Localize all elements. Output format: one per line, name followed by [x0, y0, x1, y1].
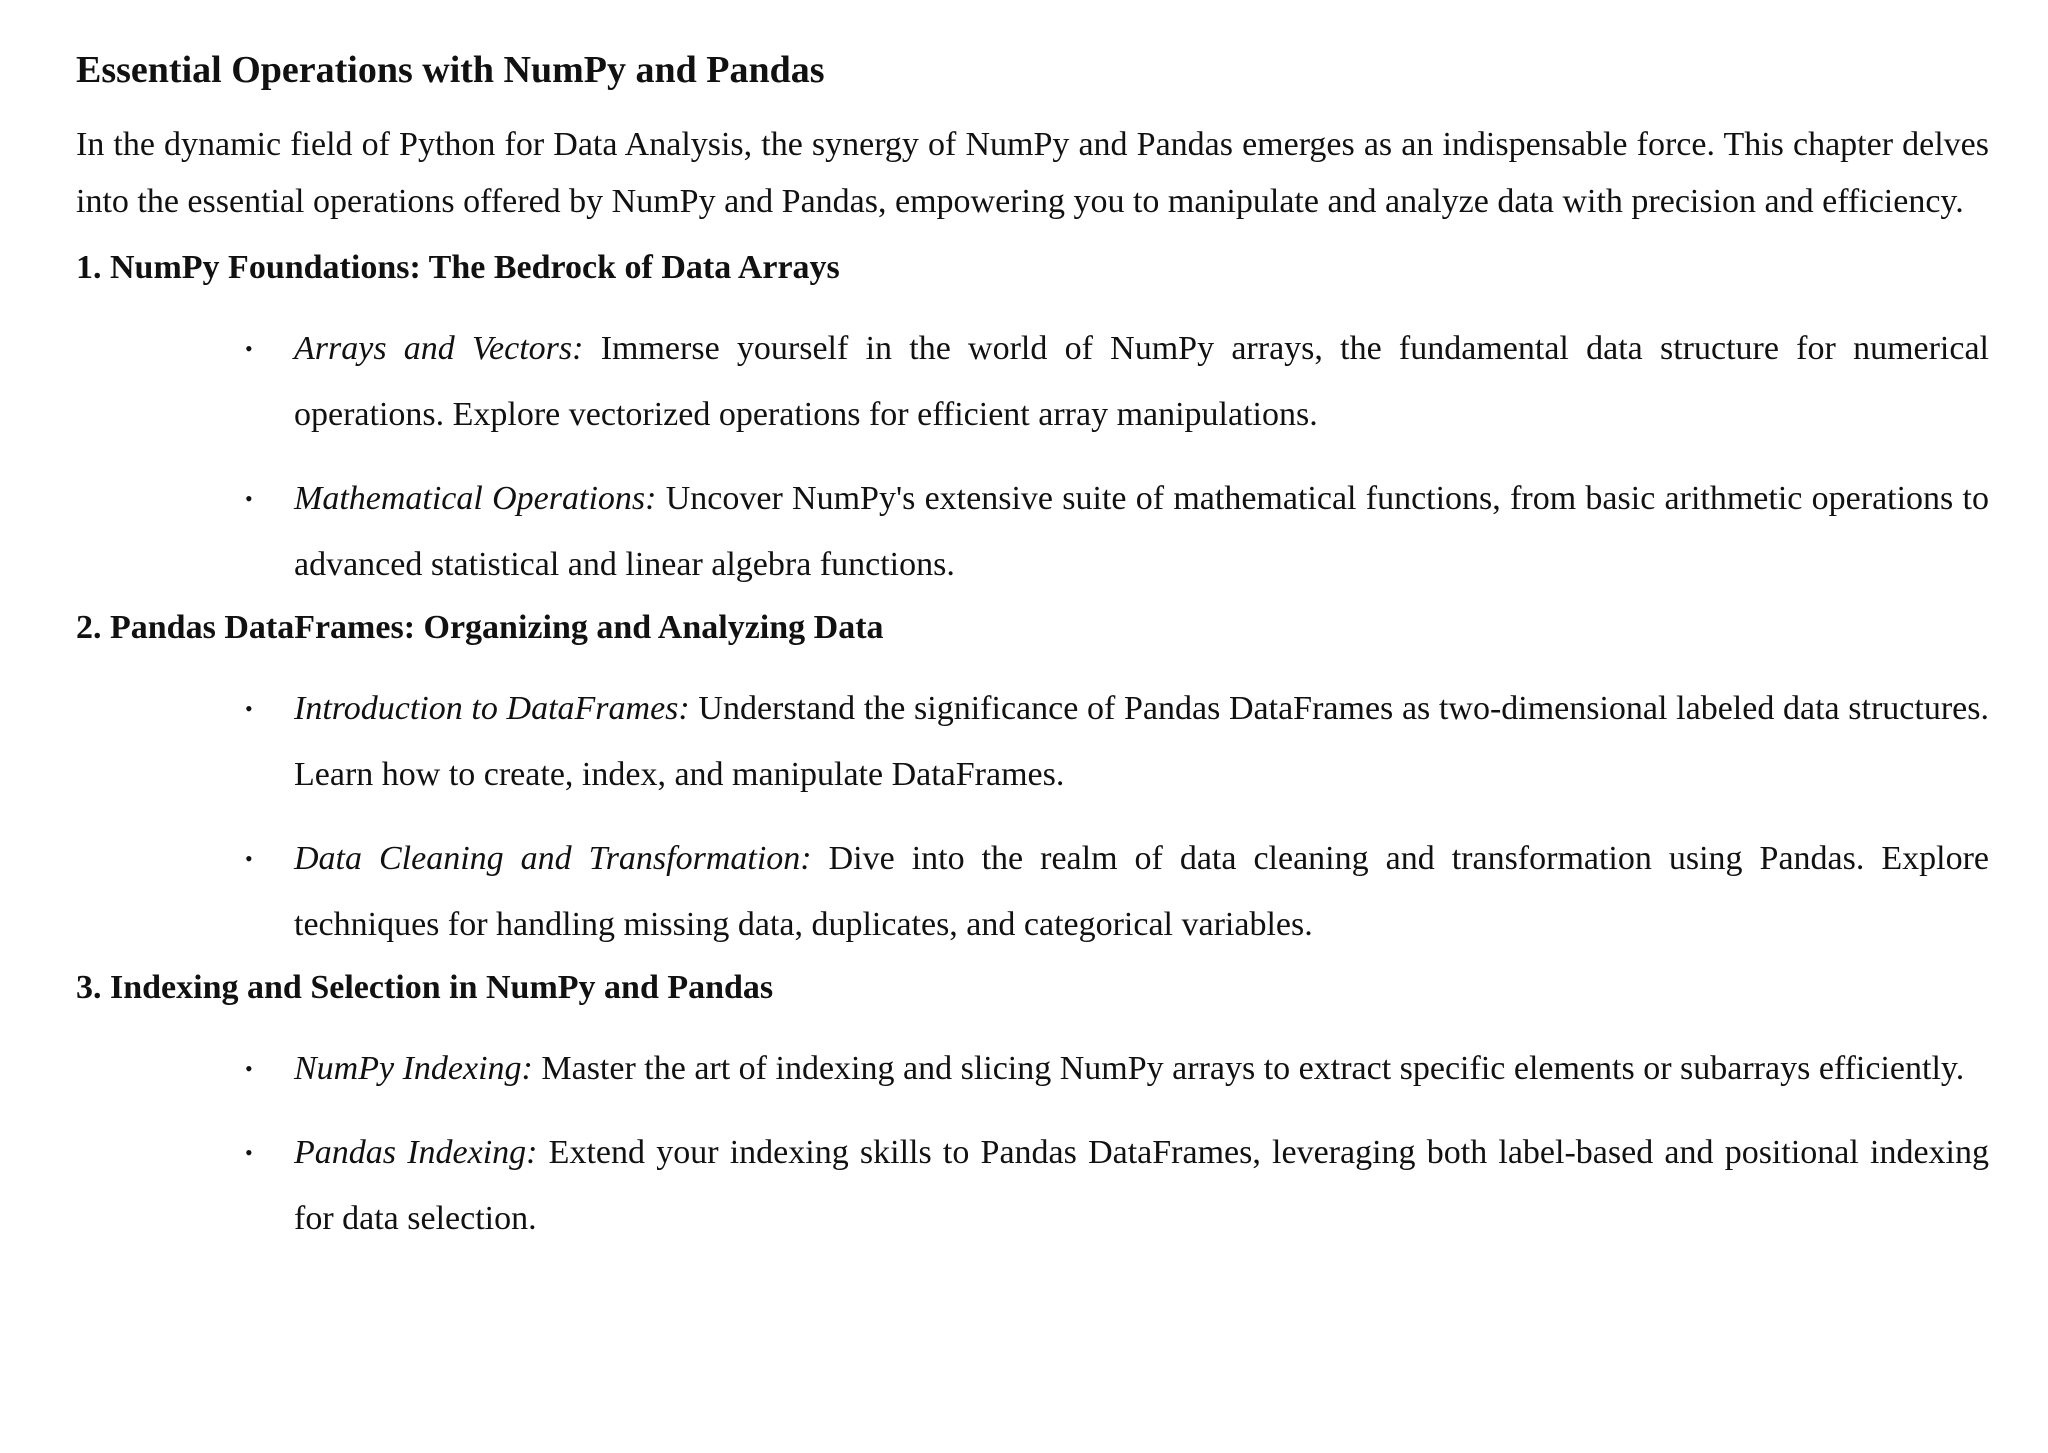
section-heading: 3. Indexing and Selection in NumPy and Pandas	[76, 969, 774, 1006]
list-item	[76, 676, 1989, 808]
intro-paragraph: In the dynamic field of Python for Data Analysis, the synergy of NumPy and Pandas emerges as an indispensable force. This chapter delves into the essential operations offered by NumPy and Pandas, empowering you to manipulate and analyze data with precision and efficiency.	[76, 126, 1989, 220]
list-item	[76, 1120, 1989, 1252]
bullet-text: Extend your indexing skills to Pandas DataFrames, leveraging both label-based and positional indexing for data selection.	[294, 1134, 1989, 1237]
bullet-text: Immerse yourself in the world of NumPy arrays, the fundamental data structure for numerical operations. Explore vectorized operations for efficient array manipulations.	[294, 330, 1989, 433]
bullet-dot-icon: •	[245, 846, 253, 871]
bullet-list	[76, 316, 1989, 598]
section-numpy-foundations	[76, 244, 1989, 598]
list-item	[76, 316, 1989, 448]
section-heading: 2. Pandas DataFrames: Organizing and Analyzing Data	[76, 609, 884, 646]
bullet-term: Introduction to DataFrames:	[294, 690, 690, 727]
bullet-dot-icon: •	[245, 486, 253, 511]
bullet-dot-icon: •	[245, 696, 253, 721]
bullet-term: Arrays and Vectors:	[294, 330, 584, 367]
section-heading: 1. NumPy Foundations: The Bedrock of Data Arrays	[76, 249, 840, 286]
bullet-text: Master the art of indexing and slicing NumPy arrays to extract specific elements or subarrays efficiently.	[532, 1050, 1965, 1087]
list-item	[76, 1036, 1989, 1102]
bullet-dot-icon: •	[245, 336, 253, 361]
bullet-text: Dive into the realm of data cleaning and transformation using Pandas. Explore techniques for handling missing data, duplicates, and categorical variables.	[294, 840, 1990, 943]
list-item	[76, 466, 1989, 598]
bullet-term: NumPy Indexing:	[294, 1050, 533, 1087]
bullet-text: Uncover NumPy's extensive suite of mathematical functions, from basic arithmetic operations to advanced statistical and linear algebra functions.	[294, 480, 1990, 583]
section-pandas-dataframes	[76, 604, 1989, 958]
section-indexing-selection	[76, 964, 1989, 1252]
bullet-list	[76, 1036, 1989, 1252]
bullet-term: Data Cleaning and Transformation:	[294, 840, 812, 877]
bullet-dot-icon: •	[245, 1056, 253, 1081]
bullet-list	[76, 676, 1989, 958]
bullet-dot-icon: •	[245, 1140, 253, 1165]
list-item	[76, 826, 1989, 958]
page-title: Essential Operations with NumPy and Pandas	[76, 49, 825, 91]
bullet-term: Mathematical Operations:	[294, 480, 657, 517]
bullet-term: Pandas Indexing:	[294, 1134, 538, 1171]
bullet-text: Understand the significance of Pandas DataFrames as two-dimensional labeled data structures. Learn how to create, index, and manipulate DataFrames.	[294, 690, 1989, 793]
